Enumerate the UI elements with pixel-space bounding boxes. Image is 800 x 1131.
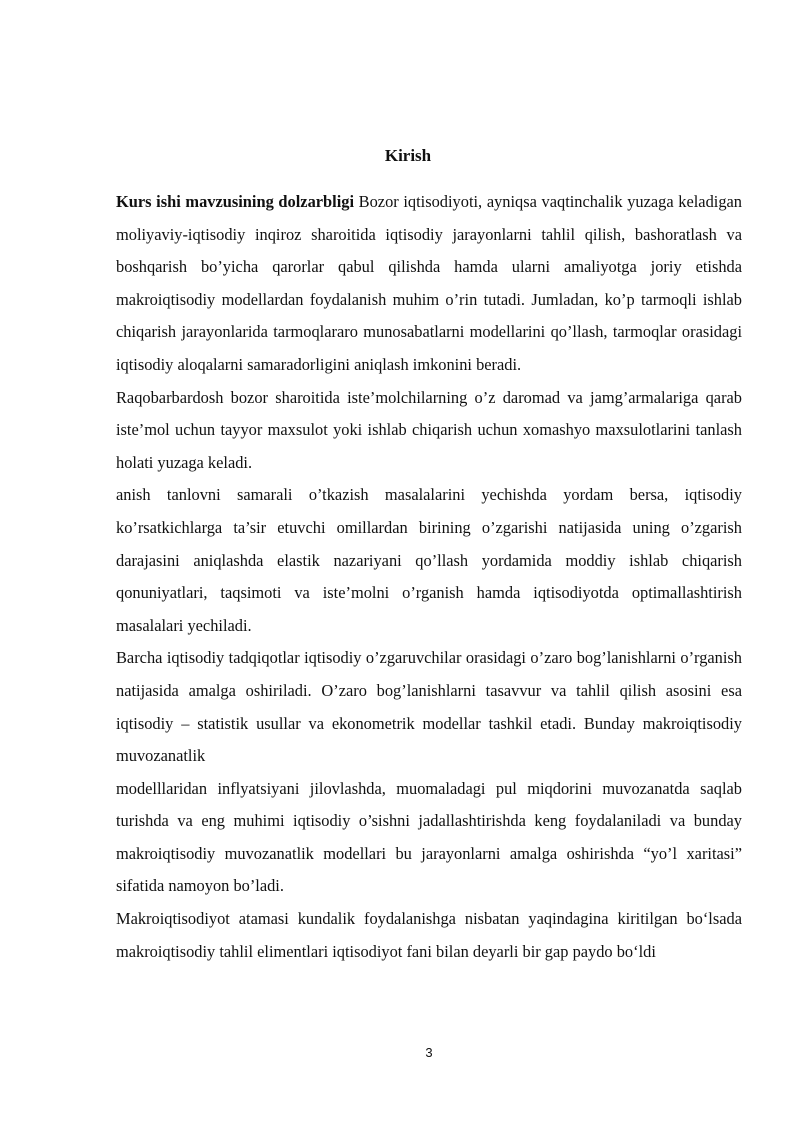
paragraph-relevance (116, 186, 742, 382)
paragraph-elasticity: anish tanlovni samarali o’tkazish masalalarini yechishda yordam bersa, iqtisodiy ko’rsatkichlarga ta’sir etuvchi omillardan birining o’zgarishi natijasida uning o’zgarish darajasini aniqlashda elastik nazariyani qo’llash yordamida moddiy ishlab chiqarish qonuniyatlari, taqsimoti va iste’molni o’rganish hamda iqtisodiyotda optimallashtirish masalalari yechiladi. (116, 485, 742, 635)
page-number: 3 (425, 1045, 433, 1060)
body-text (116, 186, 742, 968)
paragraph-macroeconomics: Makroiqtisodiyot atamasi kundalik foydalanishga nisbatan yaqindagina kiritilgan bo‘lsada makroiqtisodiy tahlil elimentlari iqtisodiyot fani bilan deyarli bir gap paydo bo‘ldi (116, 909, 742, 961)
paragraph-research-continued: modelllaridan inflyatsiyani jilovlashda, muomaladagi pul miqdorini muvozanatda saqlab turishda va eng muhimi iqtisodiy o’sishni jadallashtirishda keng foydalaniladi va bunday makroiqtisodiy muvozanatlik modellari bu jarayonlarni amalga oshirishda “yo’l xaritasi” sifatida namoyon bo’ladi. (116, 778, 742, 896)
paragraph-competition: Raqobarbardosh bozor sharoitida iste’molchilarning o’z daromad va jamg’armalariga qarab iste’mol uchun tayyor maxsulot yoki ishlab chiqarish uchun xomashyo maxsulotlarini tanlash holati yuzaga keladi. (116, 387, 742, 472)
paragraph-research: Barcha iqtisodiy tadqiqotlar iqtisodiy o’zgaruvchilar orasidagi o’zaro bog’lanishlarni o’rganish natijasida amalga oshiriladi. O’zaro bog’lanishlarni tasavvur va tahlil qilish asosini esa iqtisodiy – statistik usullar va ekonometrik modellar tashkil etadi. Bunday makroiqtisodiy muvozanatlik (116, 648, 742, 766)
paragraph-lead: Kurs ishi mavzusining dolzarbligi (116, 192, 355, 211)
section-heading: Kirish (384, 146, 432, 165)
paragraph-text: Bozor iqtisodiyoti, ayniqsa vaqtinchalik yuzaga keladigan moliyaviy-iqtisodiy inqiroz sharoitida iqtisodiy jarayonlarni tahlil qilish, bashoratlash va boshqarish bo’yicha qarorlar qabul qilishda hamda ularni amaliyotga joriy etishda makroiqtisodiy modellardan foydalanish muhim o’rin tutadi. Jumladan, ko’p tarmoqli ishlab chiqarish jarayonlarida tarmoqlararo munosabatlarni modellarini qo’llash, tarmoqlar orasidagi iqtisodiy aloqalarni samaradorligini aniqlash imkonini beradi. (116, 192, 742, 374)
